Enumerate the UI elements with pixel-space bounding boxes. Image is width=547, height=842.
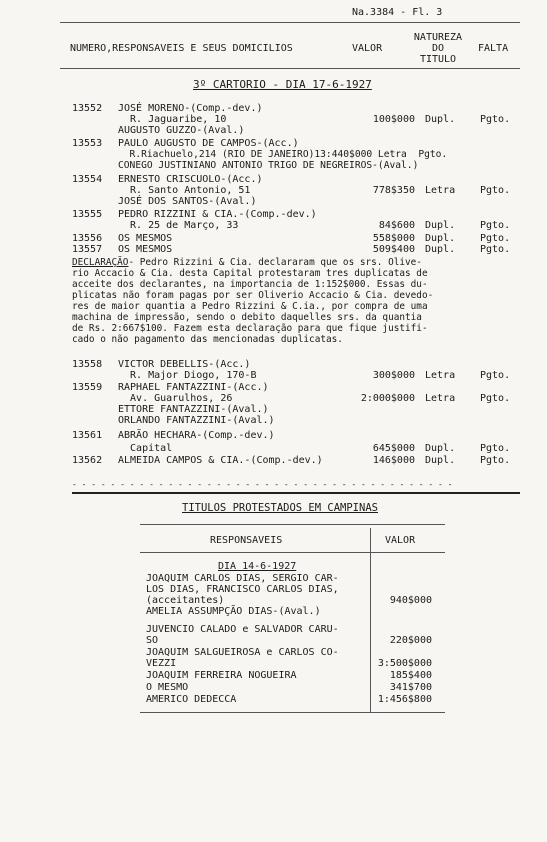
declaracao-line: - Pedro Rizzini & Cia. declararam que os srs. Olive-: [128, 257, 422, 268]
campinas-row-line: JOAQUIM SALGUEIROSA e CARLOS CO-: [146, 647, 339, 658]
campinas-row-line: AMELIA ASSUMPÇÃO DIAS-(Aval.): [146, 606, 321, 617]
entry-line: R. Jaguaribe, 10: [118, 114, 227, 125]
entry-falta: Pgto.: [480, 185, 511, 196]
entry-falta: Pgto.: [480, 220, 511, 231]
entry-line: RAPHAEL FANTAZZINI-(Acc.): [118, 382, 269, 393]
campinas-row-line: LOS DIAS, FRANCISCO CARLOS DIAS,: [146, 584, 339, 595]
entry-line: Av. Guarulhos, 26: [118, 393, 233, 404]
entry-falta: Pgto.: [480, 393, 511, 404]
campinas-header-valor: VALOR: [385, 535, 416, 546]
entry-line: R. 25 de Março, 33: [118, 220, 239, 231]
declaracao-line: acceite dos declarantes, na importancia de 1:152$000. Essas du-: [72, 279, 428, 290]
campinas-header-responsaveis: RESPONSAVEIS: [210, 535, 283, 546]
top-rule: [60, 22, 520, 23]
separator-rule: [72, 492, 520, 494]
campinas-valor: 1:456$800: [377, 694, 432, 705]
entry-falta: Pgto.: [480, 370, 511, 381]
entry-line: CONEGO JUSTINIANO ANTONIO TRIGO DE NEGREIROS-(Aval.): [118, 160, 419, 171]
campinas-date: DIA 14-6-1927: [218, 561, 297, 572]
campinas-row-line: SO: [146, 635, 159, 646]
section-title-campinas: TITULOS PROTESTADOS EM CAMPINAS: [182, 502, 378, 514]
declaracao-line: plicatas não foram pagas por ser Oliverio Accacio & Cia. devedo-: [72, 290, 434, 301]
entry-valor: 778$350: [372, 185, 415, 196]
campinas-row-line: (acceitantes): [146, 595, 225, 606]
campinas-row-line: JOAQUIM FERREIRA NOGUEIRA: [146, 670, 297, 681]
campinas-row-line: AMERICO DEDECCA: [146, 694, 237, 705]
entry-valor: 100$000: [372, 114, 415, 125]
entry-line: ORLANDO FANTAZZINI-(Aval.): [118, 415, 275, 426]
declaracao-line: de Rs. 2:667$100. Fazem esta declaração para que fique justifi-: [72, 323, 428, 334]
entry-valor: 509$400: [372, 244, 415, 255]
declaracao-line: machina de impressão, sendo o debito daquelles srs. da quantia: [72, 312, 422, 323]
entry-line: AUGUSTO GUZZO-(Aval.): [118, 125, 245, 136]
header-natureza: NATUREZA DO TITULO: [413, 32, 463, 65]
entry-number: 13555: [72, 209, 103, 220]
entry-number: 13557: [72, 244, 103, 255]
section-title-cartorio: 3º CARTORIO - DIA 17-6-1927: [193, 78, 372, 91]
entry-falta: Pgto.: [480, 244, 511, 255]
entry-falta: Pgto.: [480, 114, 511, 125]
entry-line: ABRÃO HECHARA-(Comp.-dev.): [118, 430, 275, 441]
page-reference: Na.3384 - Fl. 3: [352, 7, 443, 18]
header-numero-responsaveis: NUMERO,RESPONSAVEIS E SEUS DOMICILIOS: [70, 43, 293, 54]
entry-falta: Pgto.: [480, 233, 511, 244]
entry-natureza: Dupl.: [425, 455, 456, 466]
entry-line: ALMEIDA CAMPOS & CIA.-(Comp.-dev.): [118, 455, 323, 466]
entry-line: PAULO AUGUSTO DE CAMPOS-(Acc.): [118, 138, 299, 149]
entry-natureza: Dupl.: [425, 244, 456, 255]
entry-number: 13561: [72, 430, 103, 441]
entry-number: 13552: [72, 103, 103, 114]
entry-number: 13558: [72, 359, 103, 370]
entry-natureza: Dupl.: [425, 220, 456, 231]
entry-natureza: Dupl.: [425, 233, 456, 244]
entry-natureza: Dupl.: [425, 114, 456, 125]
entry-valor: 645$000: [372, 443, 415, 454]
entry-line: OS MESMOS: [118, 233, 173, 244]
campinas-header-rule: [140, 552, 445, 553]
campinas-row-line: JUVENCIO CALADO e SALVADOR CARU-: [146, 624, 339, 635]
entry-number: 13553: [72, 138, 103, 149]
entry-line: VICTOR DEBELLIS-(Acc.): [118, 359, 251, 370]
entry-natureza: Letra: [425, 185, 456, 196]
entry-number: 13554: [72, 174, 103, 185]
header-falta: FALTA: [478, 43, 509, 54]
entry-line: JOSÉ MORENO-(Comp.-dev.): [118, 103, 263, 114]
entry-line: R. Major Diogo, 170-B: [118, 370, 257, 381]
campinas-valor: 341$700: [389, 682, 432, 693]
declaracao-line: rio Accacio & Cia. desta Capital protestaram tres duplicatas de: [72, 268, 428, 279]
entry-valor: 84$600: [378, 220, 415, 231]
campinas-valor: 940$000: [389, 595, 432, 606]
campinas-top-rule: [140, 524, 445, 525]
header-rule: [60, 68, 520, 69]
entry-line: OS MESMOS: [118, 244, 173, 255]
entry-natureza: Letra: [425, 393, 456, 404]
campinas-valor: 220$000: [389, 635, 432, 646]
campinas-row-line: O MESMO: [146, 682, 189, 693]
entry-line: R. Santo Antonio, 51: [118, 185, 251, 196]
entry-line: JOSÉ DOS SANTOS-(Aval.): [118, 196, 257, 207]
entry-valor: 2:000$000: [360, 393, 415, 404]
campinas-valor: 3:500$000: [377, 658, 432, 669]
entry-number: 13562: [72, 455, 103, 466]
declaracao-paragraph: [72, 257, 433, 345]
entry-number: 13556: [72, 233, 103, 244]
campinas-row-line: JOAQUIM CARLOS DIAS, SERGIO CAR-: [146, 573, 339, 584]
declaracao-label: DECLARAÇÃO: [72, 257, 129, 268]
campinas-column-divider: [370, 528, 371, 712]
campinas-row-line: VEZZI: [146, 658, 177, 669]
entry-falta: Pgto.: [480, 455, 511, 466]
entry-line: R.Riachuelo,214 (RIO DE JANEIRO)13:440$000 Letra Pgto.: [118, 149, 448, 160]
entry-line: PEDRO RIZZINI & CIA.-(Comp.-dev.): [118, 209, 317, 220]
entry-natureza: Dupl.: [425, 443, 456, 454]
header-valor: VALOR: [352, 43, 383, 54]
declaracao-line: res de maior quantia a Pedro Rizzini & C.ia., por compra de uma: [72, 301, 428, 312]
entry-line: Capital: [118, 443, 173, 454]
campinas-bottom-rule: [140, 712, 445, 713]
entry-falta: Pgto.: [480, 443, 511, 454]
dashed-separator: - - - - - - - - - - - - - - - - - - - - - - - - - - - - - - - - - - - - - - - -: [72, 480, 453, 489]
entry-valor: 300$000: [372, 370, 415, 381]
campinas-valor: 185$400: [389, 670, 432, 681]
entry-natureza: Letra: [425, 370, 456, 381]
entry-number: 13559: [72, 382, 103, 393]
declaracao-line: cado o não pagamento das mencionadas duplicatas.: [72, 334, 343, 345]
entry-valor: 558$000: [372, 233, 415, 244]
entry-line: ERNESTO CRISCUOLO-(Acc.): [118, 174, 263, 185]
entry-line: ETTORE FANTAZZINI-(Aval.): [118, 404, 269, 415]
entry-valor: 146$000: [372, 455, 415, 466]
